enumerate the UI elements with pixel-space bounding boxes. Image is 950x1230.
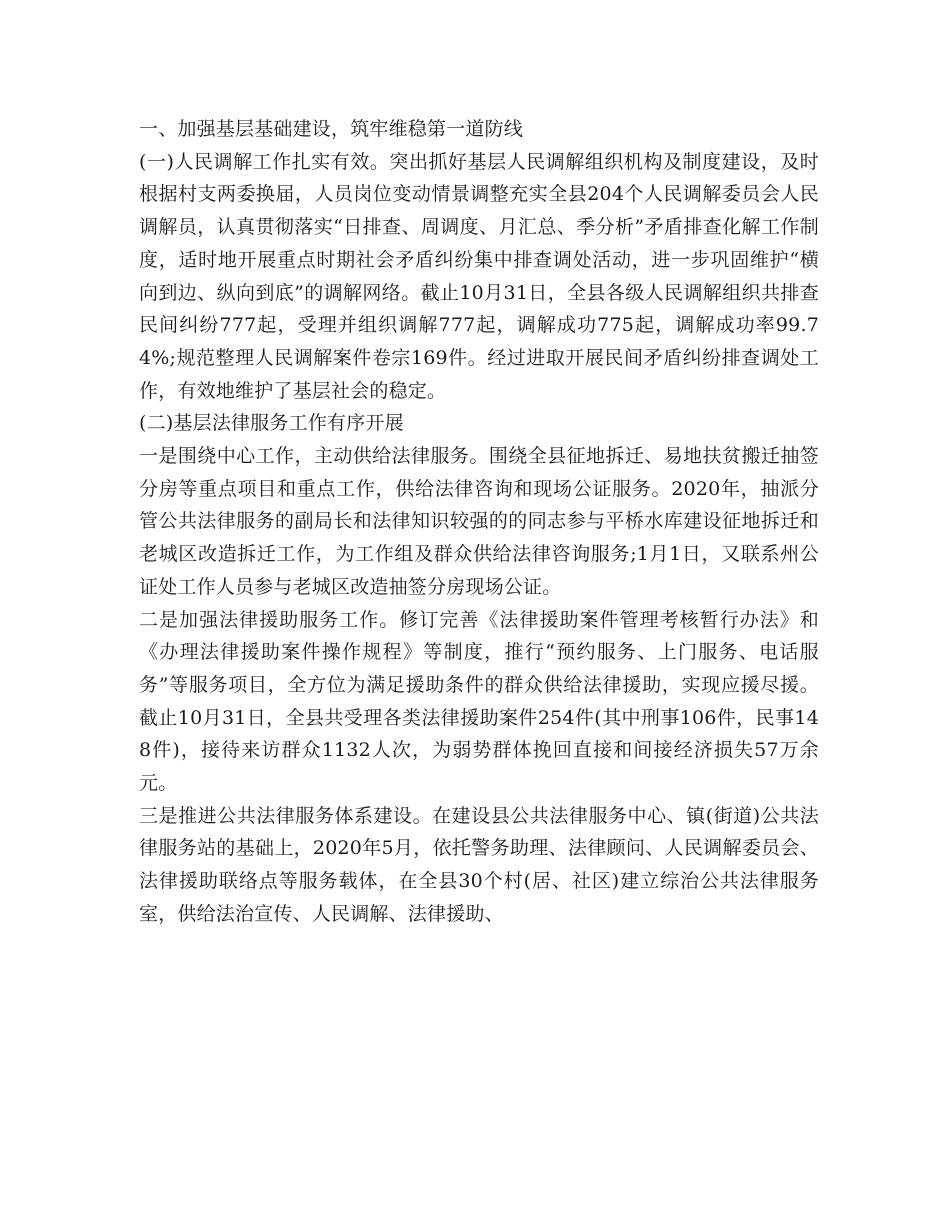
- paragraph-legal-services: 一是围绕中心工作，主动供给法律服务。围绕全县征地拆迁、易地扶贫搬迁抽签分房等重点项目和重点工作，供给法律咨询和现场公证服务。2020年，抽派分管公共法律服务的副局长和法律知识较强的的同志参与平桥水库建设征地拆迁和老城区改造拆迁工作，为工作组及群众供给法律咨询服务;1月1日，又联系州公证处工作人员参与老城区改造抽签分房现场公证。: [139, 445, 819, 598]
- paragraph-people-mediation: (一)人民调解工作扎实有效。突出抓好基层人民调解组织机构及制度建设，及时根据村支两委换届，人员岗位变动情景调整充实全县204个人民调解委员会人民调解员，认真贯彻落实“日排查、周调度、月汇总、季分析”矛盾排查化解工作制度，适时地开展重点时期社会矛盾纠纷集中排查调处活动，进一步巩固维护“横向到边、纵向到底”的调解网络。截止10月31日，全县各级人民调解组织共排查民间纠纷777起，受理并组织调解777起，调解成功775起，调解成功率99.74%;规范整理人民调解案件卷宗169件。经过进取开展民间矛盾纠纷排查调处工作，有效地维护了基层社会的稳定。: [139, 150, 819, 402]
- subsection-heading: (二)基层法律服务工作有序开展: [139, 412, 404, 435]
- document-body: [139, 113, 819, 931]
- section-heading: 一、加强基层基础建设，筑牢维稳第一道防线: [139, 118, 524, 140]
- paragraph-legal-aid: 二是加强法律援助服务工作。修订完善《法律援助案件管理考核暂行办法》和《办理法律援助案件操作规程》等制度，推行“预约服务、上门服务、电话服务”等服务项目，全方位为满足援助条件的群众供给法律援助，实现应援尽援。截止10月31日，全县共受理各类法律援助案件254件(其中刑事106件，民事148件)，接待来访群众1132人次，为弱势群体挽回直接和间接经济损失57万余元。: [139, 608, 819, 795]
- paragraph-public-legal-system: 三是推进公共法律服务体系建设。在建设县公共法律服务中心、镇(街道)公共法律服务站的基础上，2020年5月，依托警务助理、法律顾问、人民调解委员会、法律援助联络点等服务载体，在全县30个村(居、社区)建立综治公共法律服务室，供给法治宣传、人民调解、法律援助、: [139, 804, 819, 925]
